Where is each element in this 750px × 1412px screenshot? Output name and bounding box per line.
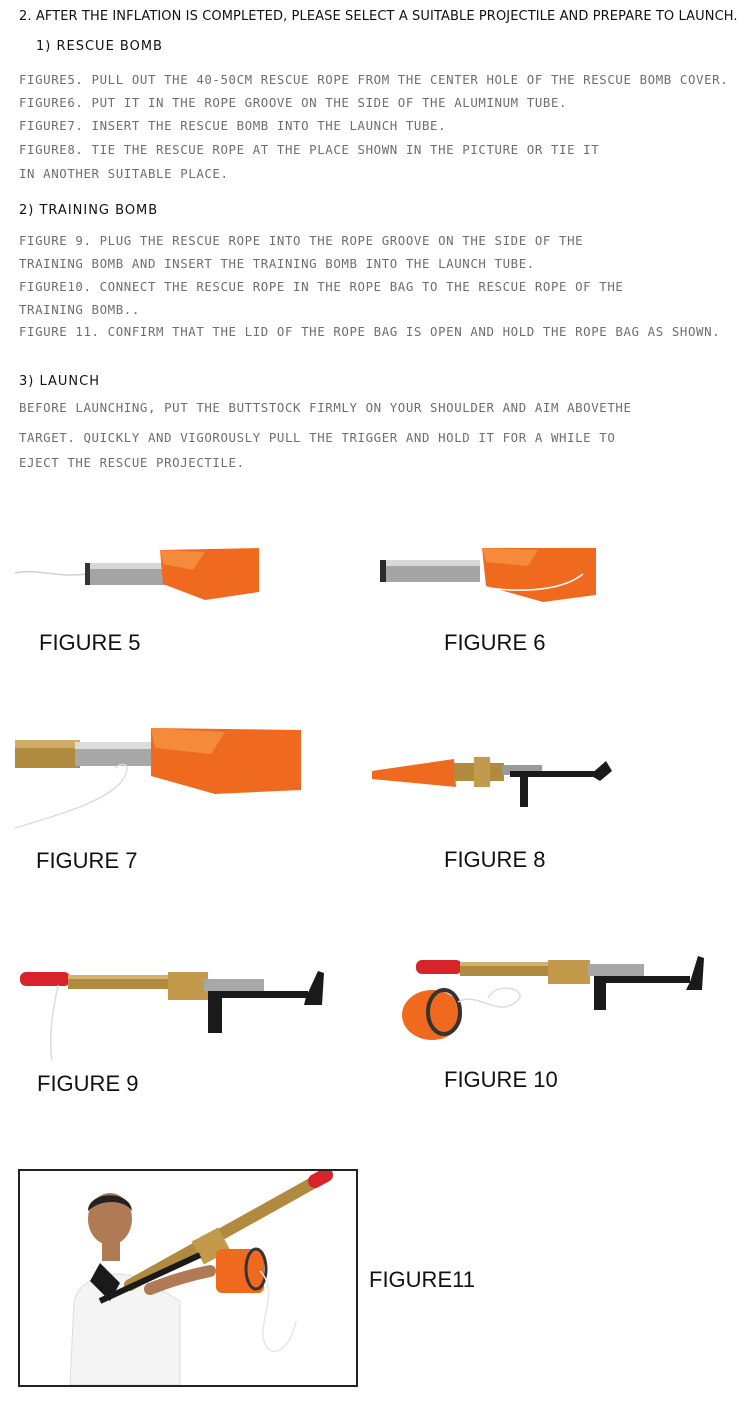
figure-6-caption: FIGURE 6: [444, 630, 546, 655]
figure-8-caption: FIGURE 8: [444, 847, 546, 872]
launch-step-line: TARGET. QUICKLY AND VIGOROUSLY PULL THE TRIGGER AND HOLD IT FOR A WHILE TO: [19, 430, 616, 445]
rescue-bomb-step-line: FIGURE5. PULL OUT THE 40-50CM RESCUE ROPE FROM THE CENTER HOLE OF THE RESCUE BOMB COVER.: [19, 72, 729, 87]
figure-9-image: [18, 965, 328, 1065]
rescue-bomb-step-line: FIGURE7. INSERT THE RESCUE BOMB INTO THE LAUNCH TUBE.: [19, 118, 447, 133]
figure-8-image: [370, 745, 620, 810]
section-training-bomb-title: 2) TRAINING BOMB: [19, 203, 159, 218]
figure-7-image: [15, 720, 305, 832]
instruction-heading: 2. AFTER THE INFLATION IS COMPLETED, PLEASE SELECT A SUITABLE PROJECTILE AND PREPARE TO LAUNCH.: [19, 9, 738, 24]
figure-10-image: [398, 950, 708, 1045]
rescue-bomb-step-line: FIGURE6. PUT IT IN THE ROPE GROOVE ON THE SIDE OF THE ALUMINUM TUBE.: [19, 95, 568, 110]
training-bomb-step-line: FIGURE 9. PLUG THE RESCUE ROPE INTO THE ROPE GROOVE ON THE SIDE OF THE: [19, 233, 584, 248]
training-bomb-step-line: TRAINING BOMB AND INSERT THE TRAINING BOMB INTO THE LAUNCH TUBE.: [19, 256, 535, 271]
figure-10-caption: FIGURE 10: [444, 1067, 558, 1092]
figure-5-image: [15, 540, 265, 610]
rescue-bomb-step-line: FIGURE8. TIE THE RESCUE ROPE AT THE PLACE SHOWN IN THE PICTURE OR TIE IT: [19, 142, 600, 157]
figure-6-image: [378, 540, 603, 610]
training-bomb-step-line: TRAINING BOMB..: [19, 302, 140, 317]
section-launch-title: 3) LAUNCH: [19, 374, 101, 389]
figure-7-caption: FIGURE 7: [36, 848, 138, 873]
training-bomb-step-line: FIGURE 11. CONFIRM THAT THE LID OF THE ROPE BAG IS OPEN AND HOLD THE ROPE BAG AS SHOWN.: [19, 324, 721, 339]
figure-11-frame: [18, 1169, 358, 1387]
figure-11-image: [20, 1171, 356, 1385]
figure-11-caption: FIGURE11: [369, 1267, 475, 1292]
rescue-bomb-step-line: IN ANOTHER SUITABLE PLACE.: [19, 166, 229, 181]
figure-9-caption: FIGURE 9: [37, 1071, 139, 1096]
training-bomb-step-line: FIGURE10. CONNECT THE RESCUE ROPE IN THE ROPE BAG TO THE RESCUE ROPE OF THE: [19, 279, 624, 294]
launch-step-line: BEFORE LAUNCHING, PUT THE BUTTSTOCK FIRMLY ON YOUR SHOULDER AND AIM ABOVETHE: [19, 400, 632, 415]
launch-step-line: EJECT THE RESCUE PROJECTILE.: [19, 455, 245, 470]
section-rescue-bomb-title: 1) RESCUE BOMB: [36, 39, 163, 54]
figure-5-caption: FIGURE 5: [39, 630, 141, 655]
